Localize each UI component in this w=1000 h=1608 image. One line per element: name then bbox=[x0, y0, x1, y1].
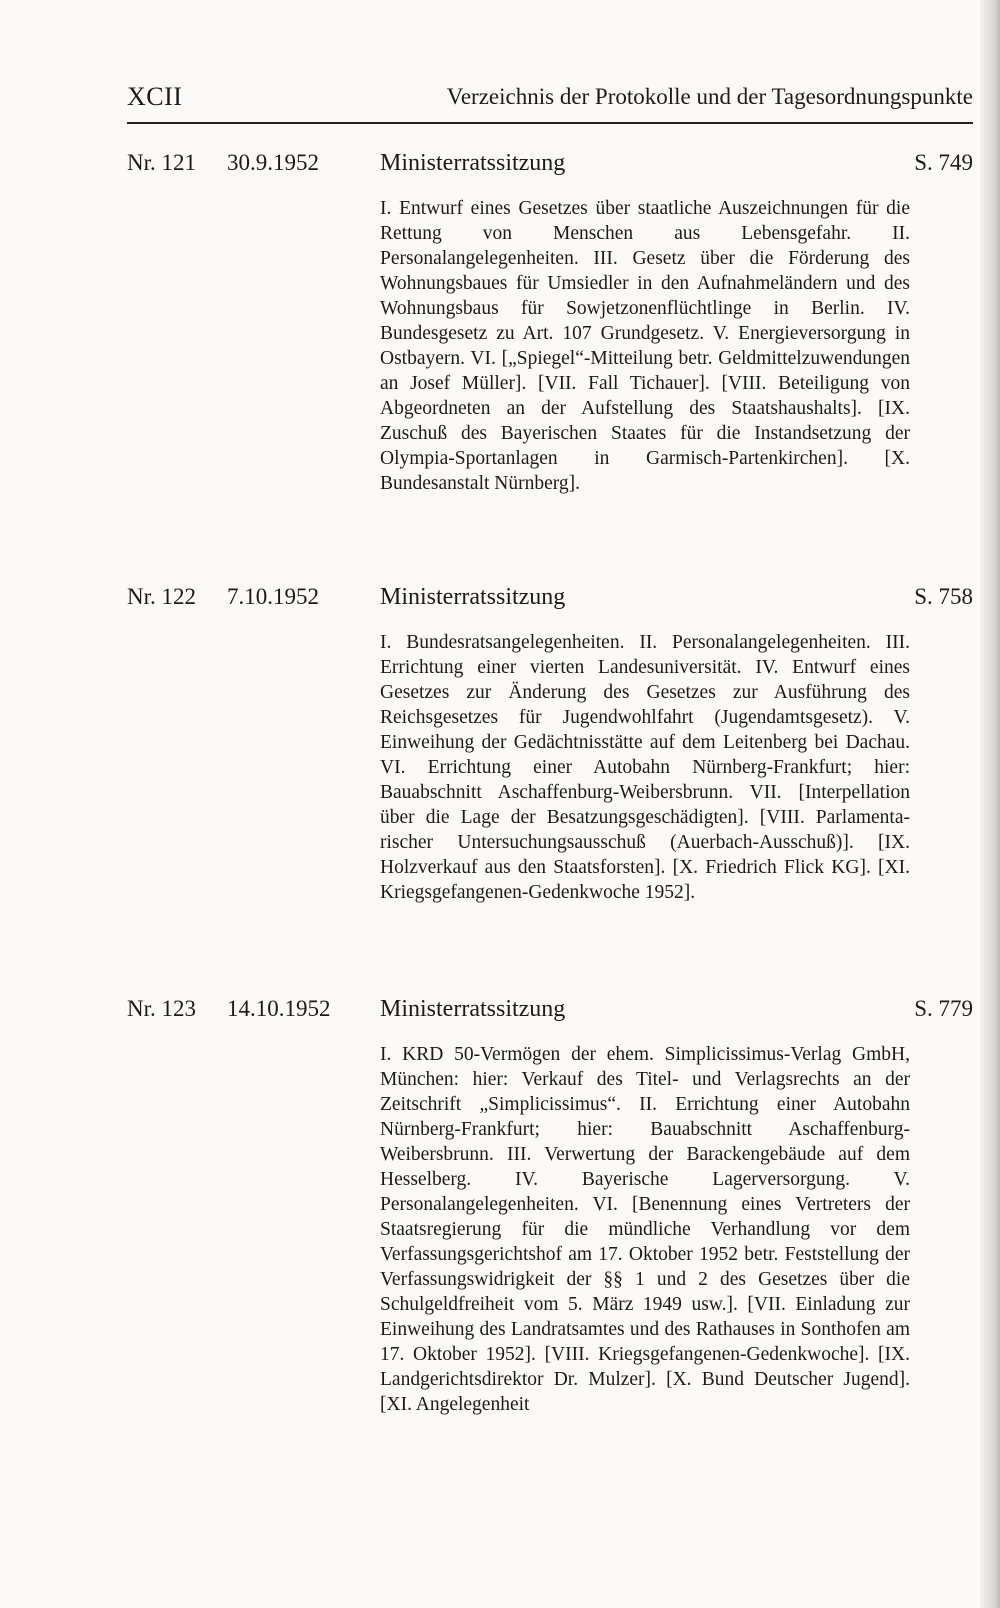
entry-number: Nr. 122 bbox=[127, 584, 196, 609]
entry-page-reference: S. 758 bbox=[914, 584, 973, 609]
running-title: Verzeichnis der Protokolle und der Tagesordnungspunkte bbox=[446, 84, 973, 109]
entry-title: Ministerratssitzung bbox=[380, 150, 566, 176]
entry-date: 30.9.1952 bbox=[227, 150, 319, 175]
page-edge-shadow bbox=[980, 0, 1000, 1608]
entry-date: 7.10.1952 bbox=[227, 584, 319, 609]
protocol-entry-122 bbox=[127, 584, 973, 964]
entry-number: Nr. 123 bbox=[127, 996, 196, 1021]
entry-agenda-items: I. Bundesratsangelegenheiten. II. Personalangelegenheiten. III. Errichtung einer vierten Landesuniversität. IV. Entwurf eines Gesetzes zur Änderung des Gesetzes zur Ausführung des Reichsgesetzes für Jugendwohlfahrt (Jugendamtsgesetz). V. Einweihung der Gedächtnisstätte auf dem Leitenberg bei Dachau. VI. Errichtung einer Autobahn Nürnberg-Frankfurt; hier: Bauabschnitt Aschaffenburg-Weibersbrunn. VII. [Interpellation über die Lage der Besatzungsgeschädigten]. [VIII. Parlamentarischer Untersuchungsausschuß (Auerbach-Ausschuß)]. [IX. Holzverkauf aus den Staatsforsten]. [X. Friedrich Flick KG]. [XI. Kriegsgefangenen-Gedenkwoche 1952]. bbox=[380, 632, 910, 903]
header-rule bbox=[127, 122, 973, 124]
entry-date: 14.10.1952 bbox=[227, 996, 331, 1021]
page-number: XCII bbox=[127, 82, 183, 111]
protocol-entry-121 bbox=[127, 150, 973, 550]
entry-page-reference: S. 749 bbox=[914, 150, 973, 175]
entry-agenda-items: I. KRD 50-Vermögen der ehem. Simplicissimus-Verlag GmbH, München: hier: Verkauf des Titel- und Verlagsrechts an der Zeitschrift „Simplicissimus“. II. Errichtung einer Autobahn Nürnberg-Frankfurt; hier: Bauabschnitt Aschaffenburg-Weibersbrunn. III. Verwertung der Barackengebäude auf dem Hesselberg. IV. Bayerische Lagerversorgung. V. Personalangelegenheiten. VI. [Benennung eines Vertreters der Staatsregierung für die mündliche Verhandlung vor dem Verfassungsgerichtshof am 17. Oktober 1952 betr. Feststellung der Verfassungswidrigkeit der §§ 1 und 2 des Gesetzes über die Schulgeldfreiheit vom 5. März 1949 usw.]. [VII. Einladung zur Einweihung des Landratsamtes und des Rathauses in Sonthofen am 17. Oktober 1952]. [VIII. Kriegsgefangenen-Gedenkwoche]. [IX. Landgerichtsdirektor Dr. Mulzer]. [X. Bund Deutscher Jugend]. [XI. Angelegenheit bbox=[380, 1044, 910, 1415]
entry-number: Nr. 121 bbox=[127, 150, 196, 175]
protocol-entry-123 bbox=[127, 996, 973, 1536]
entry-agenda-items: I. Entwurf eines Gesetzes über staatliche Auszeichnungen für die Rettung von Menschen aus Lebensgefahr. II. Personalangelegenheiten. III. Gesetz über die Förderung des Wohnungsbaues für Umsiedler in den Aufnahmeländern und des Wohnungsbaus für Sowjetzonenflüchtlinge in Berlin. IV. Bundesgesetz zu Art. 107 Grundgesetz. V. Energieversorgung in Ostbayern. VI. [„Spiegel“-Mitteilung betr. Geldmittelzuwendungen an Josef Müller]. [VII. Fall Tichauer]. [VIII. Beteiligung von Abgeordneten an der Aufstellung des Staatshaushalts]. [IX. Zuschuß des Bayerischen Staates für die Instandsetzung der Olympia-Sportanlagen in Garmisch-Partenkirchen]. [X. Bundesanstalt Nürnberg]. bbox=[380, 198, 910, 494]
entry-page-reference: S. 779 bbox=[914, 996, 973, 1021]
entry-title: Ministerratssitzung bbox=[380, 996, 566, 1022]
entry-title: Ministerratssitzung bbox=[380, 584, 566, 610]
page-header bbox=[127, 82, 973, 122]
